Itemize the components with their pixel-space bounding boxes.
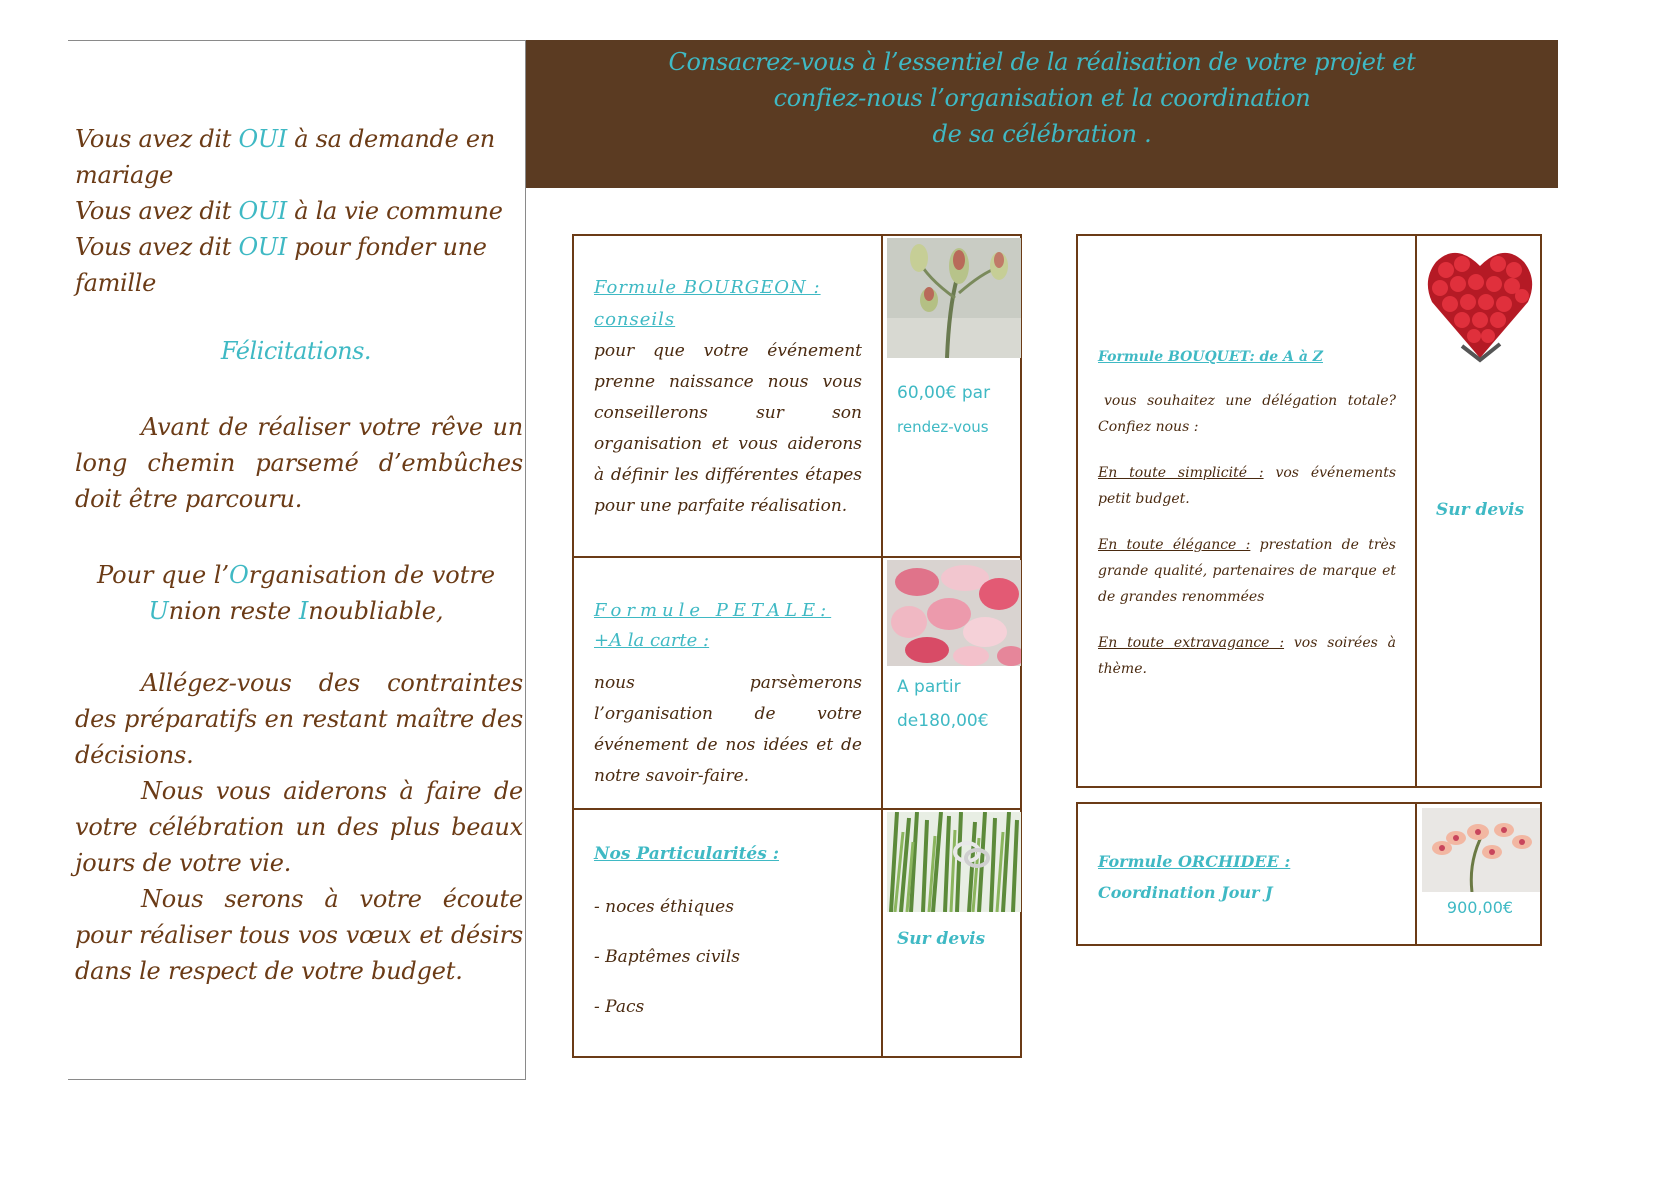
list-item: - Baptêmes civils <box>594 947 741 967</box>
union-letter: O <box>229 561 249 589</box>
intro-line-text: pour fonder une <box>286 233 487 261</box>
option-text: vos soirées à thème. <box>1098 635 1396 677</box>
offer-petale-text <box>594 596 862 792</box>
union-letter: U <box>148 597 169 625</box>
offer-bourgeon-text <box>594 272 862 522</box>
offer-bouquet <box>1076 234 1542 788</box>
offer-option <box>1098 532 1396 610</box>
intro-line-text: famille <box>75 269 157 297</box>
offer-description: vous souhaitez une délégation totale? Confiez nous : <box>1098 393 1396 435</box>
offer-bouquet-text <box>1098 344 1396 682</box>
column-divider <box>1415 804 1417 944</box>
union-text: nion reste <box>168 597 299 625</box>
offer-particularites-text <box>594 844 862 1032</box>
intro-line-text: à la vie commune <box>286 197 503 225</box>
rose-heart-photo <box>1422 240 1538 364</box>
intro-line-text: Vous avez dit <box>75 197 239 225</box>
paragraph-budget: Nous serons à votre écoute pour réaliser tous vos vœux et désirs dans le respect de votre budget. <box>75 885 523 985</box>
intro-line-text: Vous avez dit <box>75 233 239 261</box>
offer-option <box>1098 460 1396 512</box>
offer-title: Formule BOURGEON : conseils <box>594 277 821 330</box>
orchid-photo <box>1422 808 1540 892</box>
union-line-1 <box>68 557 524 593</box>
option-label: En toute simplicité : <box>1098 465 1264 481</box>
offer-price <box>897 670 1015 738</box>
grass-rings-photo <box>887 812 1021 912</box>
banner-line: de sa célébration . <box>932 120 1152 148</box>
list-item: - Pacs <box>594 997 645 1017</box>
option-text: vos événements petit budget. <box>1098 465 1396 507</box>
offers-table-left <box>572 234 1022 1058</box>
offer-option <box>1098 630 1396 682</box>
offer-price <box>897 376 1015 444</box>
header-banner <box>526 40 1558 188</box>
bud-photo <box>887 238 1021 358</box>
intro-line-text: mariage <box>75 161 173 189</box>
offer-description: pour que votre événement prenne naissance nous vous conseillerons sur son organisation et vous aiderons à définir les différentes étapes pour une parfaite réalisation. <box>594 341 862 516</box>
oui-word: OUI <box>238 125 287 153</box>
union-text: noubliable, <box>308 597 444 625</box>
particularites-list <box>594 882 862 1032</box>
intro-line <box>75 229 515 265</box>
offer-orchidee <box>1076 802 1542 946</box>
offer-row-petale <box>574 558 1020 810</box>
column-divider <box>881 236 883 556</box>
price-line: de180,00€ <box>897 711 989 731</box>
paragraph-constraints: Allégez-vous des contraintes des préparatifs en restant maître des décisions. <box>75 669 523 769</box>
offer-orchidee-text <box>1098 846 1396 908</box>
offer-title: Nos Particularités : <box>594 844 780 864</box>
paragraph-dream: Avant de réaliser votre rêve un long chemin parsemé d’embûches doit être parcouru. <box>75 413 523 513</box>
offer-row-bourgeon <box>574 236 1020 558</box>
union-letter: I <box>298 597 309 625</box>
banner-text <box>526 44 1558 152</box>
oui-word: OUI <box>238 197 287 225</box>
intro-line <box>75 121 515 157</box>
price-line: rendez-vous <box>897 418 989 436</box>
offer-subtitle: +A la carte : <box>594 630 710 651</box>
option-text: prestation de très grande qualité, partenaires de marque et de grandes renommées <box>1098 537 1396 605</box>
offer-description: nous parsèmerons l’organisation de votre événement de nos idées et de notre savoir-faire. <box>594 673 862 786</box>
intro-text <box>75 121 515 301</box>
option-label: En toute élégance : <box>1098 537 1251 553</box>
offer-row-particularites <box>574 810 1020 1056</box>
intro-line-text: à sa demande en <box>286 125 495 153</box>
column-divider <box>1415 236 1417 786</box>
offer-title: Formule BOUQUET: de A à Z <box>1098 349 1323 365</box>
offer-price: Sur devis <box>897 929 986 949</box>
union-line-2 <box>68 593 524 629</box>
oui-word: OUI <box>238 233 287 261</box>
offer-price: Sur devis <box>1435 500 1525 520</box>
price-line: A partir <box>897 677 961 697</box>
offer-subtitle: Coordination Jour J <box>1098 883 1273 902</box>
intro-panel <box>68 40 526 1080</box>
column-divider <box>881 558 883 808</box>
paragraph-celebration: Nous vous aiderons à faire de votre célébration un des plus beaux jours de votre vie. <box>75 777 523 877</box>
option-label: En toute extravagance : <box>1098 635 1285 651</box>
congratulations-heading: Félicitations. <box>220 337 372 365</box>
intro-line <box>75 265 515 301</box>
intro-line <box>75 157 515 193</box>
list-item: - noces éthiques <box>594 897 734 917</box>
union-slogan <box>68 557 524 629</box>
offer-title: Formule PETALE: <box>594 600 832 621</box>
intro-line <box>75 193 515 229</box>
petals-photo <box>887 560 1021 666</box>
column-divider <box>881 810 883 1056</box>
offer-price: 900,00€ <box>1446 898 1514 917</box>
union-text: rganisation de votre <box>248 561 496 589</box>
price-line: 60,00€ par <box>897 383 991 403</box>
banner-line: Consacrez-vous à l’essentiel de la réalisation de votre projet et <box>668 48 1416 76</box>
intro-line-text: Vous avez dit <box>75 125 239 153</box>
banner-line: confiez-nous l’organisation et la coordination <box>773 84 1311 112</box>
offer-title: Formule ORCHIDEE : <box>1098 852 1291 871</box>
union-text: Pour que l’ <box>96 561 230 589</box>
